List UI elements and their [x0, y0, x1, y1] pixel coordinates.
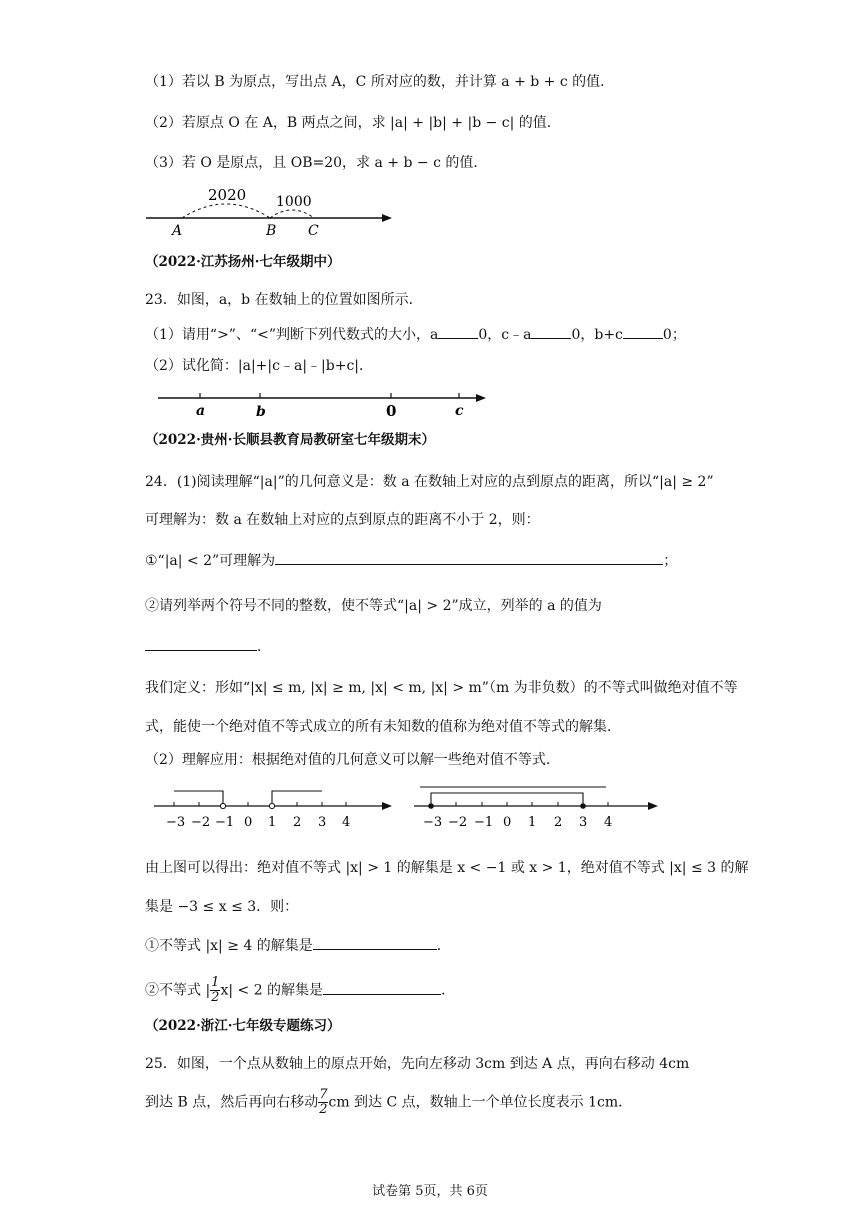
tick-label-c: c	[455, 403, 464, 419]
q24-line3	[145, 550, 677, 571]
answer-blank-1[interactable]	[438, 324, 478, 339]
answer-blank-6[interactable]	[313, 935, 437, 950]
q25-line1: 25．如图，一个点从数轴上的原点开始，先向左移动 3cm 到达 A 点，再向右移动 4cm	[145, 1056, 690, 1072]
right-tick-3: 3	[579, 815, 588, 830]
q24-line7: 式，能使一个绝对值不等式成立的所有未知数的值称为绝对值不等式的解集．	[145, 719, 621, 735]
q24-line6: 我们定义：形如“|x| ≤ m, |x| ≥ m, |x| < m, |x| > m”（m 为非负数）的不等式叫做绝对值不等	[145, 680, 738, 696]
right-tick-m2: −2	[448, 815, 468, 830]
right-tick-2: 2	[554, 815, 563, 830]
q22-part1: （1）若以 B 为原点，写出点 A，C 所对应的数，并计算 a + b + c 的值．	[145, 74, 615, 90]
q24-line11	[145, 935, 451, 956]
q23-part1	[145, 324, 686, 345]
tick-label-a: a	[196, 403, 206, 419]
q25-line2-text-a: 到达 B 点，然后再向右移动	[145, 1094, 319, 1111]
q23-part1-text-c: 0，b+c	[571, 327, 623, 343]
right-tick-m3: −3	[423, 815, 443, 830]
q22-part2: （2）若原点 O 在 A，B 两点之间，求 |a| + |b| + |b − c| 的值．	[145, 115, 561, 131]
q23-part2: （2）试化简：|a|+|c﹣a|﹣|b+c|．	[145, 358, 374, 374]
left-tick-2: 2	[293, 815, 302, 830]
q23-number-line-figure	[150, 384, 500, 420]
q24-line11-end: ．	[436, 938, 451, 954]
source-note-2: （2022·贵州·长顺县教育局教研室七年级期末）	[145, 432, 435, 448]
arc-label-2020: 2020	[208, 186, 247, 204]
right-tick-m1: −1	[474, 815, 494, 830]
point-label-a: A	[172, 223, 183, 239]
page-footer: 试卷第 5页，共 6页	[372, 1184, 488, 1199]
q23-part1-text-a: （1）请用“>”、“<”判断下列代数式的大小，a	[145, 327, 439, 343]
q24-line4: ②请列举两个符号不同的整数，使不等式“|a| > 2”成立，列举的 a 的值为	[145, 598, 602, 614]
answer-blank-2[interactable]	[531, 324, 571, 339]
left-tick-m1: −1	[215, 815, 235, 830]
right-tick-4: 4	[604, 815, 613, 830]
q24-line12	[145, 976, 455, 1005]
q24-line5-end: ．	[257, 639, 271, 655]
q24-line9: 由上图可以得出：绝对值不等式 |x| > 1 的解集是 x < −1 或 x > 1，绝对值不等式 |x| ≤ 3 的解	[145, 860, 749, 876]
tick-label-zero: 0	[386, 402, 397, 420]
q25-line2-text-b: cm 到达 C 点，数轴上一个单位长度表示 1cm．	[328, 1094, 633, 1111]
q24-line12-text-b: x| < 2 的解集是	[220, 982, 324, 999]
answer-blank-5[interactable]	[145, 636, 257, 651]
q23-part1-text-d: 0；	[662, 327, 686, 343]
q23-title: 23．如图，a，b 在数轴上的位置如图所示．	[145, 292, 423, 308]
q24-line5	[145, 636, 271, 657]
q24-line2: 可理解为：数 a 在数轴上对应的点到原点的距离不小于 2，则：	[145, 512, 540, 528]
q25-line2	[145, 1088, 632, 1117]
left-tick-0: 0	[244, 815, 253, 830]
q22-number-line-figure	[140, 182, 400, 242]
answer-blank-4[interactable]	[275, 550, 663, 565]
point-label-c: C	[308, 223, 319, 239]
right-tick-1: 1	[528, 815, 537, 830]
q24-number-line-figures	[150, 782, 670, 832]
q24-line12-text-a: ②不等式 |	[145, 982, 211, 999]
fraction-seven-halves: $\frac{7}{2}$	[319, 1087, 328, 1117]
q24-line1: 24．(1)阅读理解“|a|”的几何意义是：数 a 在数轴上对应的点到原点的距离，所以“|a| ≥ 2”	[145, 474, 714, 490]
fraction-one-half: $\frac{1}{2}$	[211, 975, 220, 1005]
q22-part3: （3）若 O 是原点，且 OB=20，求 a + b − c 的值．	[145, 155, 488, 171]
q24-line8: （2）理解应用：根据绝对值的几何意义可以解一些绝对值不等式．	[145, 752, 560, 768]
answer-blank-3[interactable]	[623, 324, 663, 339]
point-label-b: B	[266, 223, 277, 239]
left-tick-3: 3	[318, 815, 327, 830]
arc-label-1000: 1000	[276, 194, 312, 210]
answer-blank-7[interactable]	[323, 980, 441, 995]
left-tick-1: 1	[268, 815, 277, 830]
q24-line3-end: ；	[663, 553, 678, 569]
q23-part1-text-b: 0，c﹣a	[478, 327, 532, 343]
source-note-3: （2022·浙江·七年级专题练习）	[145, 1018, 341, 1034]
q24-line10: 集是 −3 ≤ x ≤ 3．则：	[145, 899, 299, 915]
q24-line12-end: ．	[441, 982, 456, 999]
source-note-1: （2022·江苏扬州·七年级期中）	[145, 254, 341, 270]
tick-label-b: b	[256, 404, 266, 420]
left-tick-m2: −2	[191, 815, 211, 830]
left-tick-4: 4	[342, 815, 351, 830]
q24-line11-text: ①不等式 |x| ≥ 4 的解集是	[145, 938, 313, 954]
q24-line3-text: ①“|a| < 2”可理解为	[145, 553, 276, 569]
left-tick-m3: −3	[166, 815, 186, 830]
right-tick-0: 0	[503, 815, 512, 830]
